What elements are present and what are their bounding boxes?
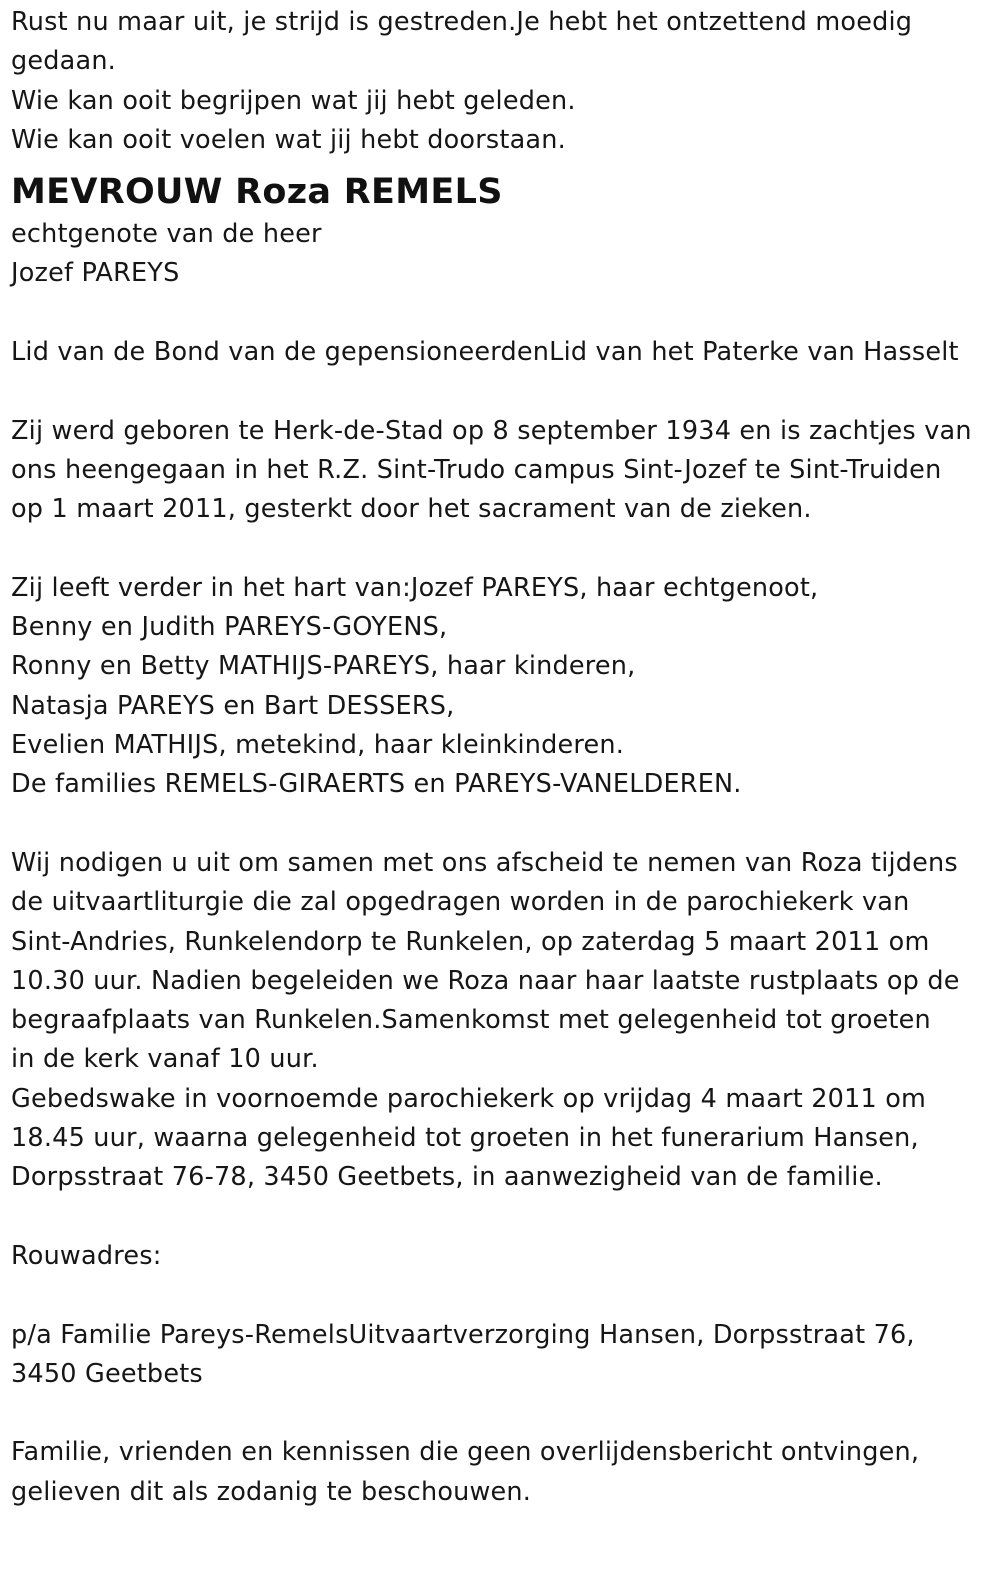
spacer bbox=[11, 372, 991, 411]
survivors-block bbox=[11, 569, 991, 805]
invitation-line: Gebedswake in voornoemde parochiekerk op vrijdag 4 maart 2011 om bbox=[11, 1083, 927, 1114]
spacer bbox=[11, 1198, 991, 1237]
birth-death-block bbox=[11, 412, 991, 530]
spacer bbox=[11, 1394, 991, 1433]
spacer bbox=[11, 1276, 991, 1315]
invitation-line: Wij nodigen u uit om samen met ons afscheid te nemen van Roza tijdens bbox=[11, 847, 958, 878]
invitation-line: begraafplaats van Runkelen.Samenkomst met gelegenheid tot groeten bbox=[11, 1005, 931, 1036]
address-block bbox=[11, 1316, 991, 1395]
survivor-line: Evelien MATHIJS, metekind, haar kleinkinderen. bbox=[11, 730, 625, 761]
invitation-line: Dorpsstraat 76-78, 3450 Geetbets, in aanwezigheid van de familie. bbox=[11, 1162, 883, 1193]
spouse-block bbox=[11, 215, 991, 294]
invitation-line: in de kerk vanaf 10 uur. bbox=[11, 1044, 319, 1075]
deceased-name: MEVROUW Roza REMELS bbox=[11, 172, 503, 213]
address-line: 3450 Geetbets bbox=[11, 1358, 203, 1389]
spacer bbox=[11, 294, 991, 333]
verse-block bbox=[11, 3, 991, 160]
verse-line: gedaan. bbox=[11, 46, 116, 77]
membership-line: Lid van de Bond van de gepensioneerdenLid van het Paterke van Hasselt bbox=[11, 337, 959, 368]
spacer bbox=[11, 530, 991, 569]
birth-death-line: op 1 maart 2011, gesterkt door het sacrament van de zieken. bbox=[11, 494, 812, 525]
invitation-line: Sint-Andries, Runkelendorp te Runkelen, op zaterdag 5 maart 2011 om bbox=[11, 926, 930, 957]
invitation-line: 18.45 uur, waarna gelegenheid tot groeten in het funerarium Hansen, bbox=[11, 1123, 919, 1154]
survivor-line: Benny en Judith PAREYS-GOYENS, bbox=[11, 612, 448, 643]
survivor-line: Natasja PAREYS en Bart DESSERS, bbox=[11, 690, 455, 721]
spouse-line: echtgenote van de heer bbox=[11, 219, 322, 250]
closing-line: gelieven dit als zodanig te beschouwen. bbox=[11, 1476, 532, 1507]
spacer bbox=[11, 805, 991, 844]
survivor-line: De families REMELS-GIRAERTS en PAREYS-VANELDEREN. bbox=[11, 769, 742, 800]
closing-line: Familie, vrienden en kennissen die geen overlijdensbericht ontvingen, bbox=[11, 1437, 920, 1468]
spouse-line: Jozef PAREYS bbox=[11, 258, 180, 289]
survivor-line: Zij leeft verder in het hart van:Jozef PAREYS, haar echtgenoot, bbox=[11, 572, 819, 603]
birth-death-line: ons heengegaan in het R.Z. Sint-Trudo campus Sint-Jozef te Sint-Truiden bbox=[11, 454, 942, 485]
closing-block bbox=[11, 1433, 991, 1512]
birth-death-line: Zij werd geboren te Herk-de-Stad op 8 september 1934 en is zachtjes van bbox=[11, 415, 972, 446]
obituary-document bbox=[11, 3, 991, 1512]
invitation-block bbox=[11, 844, 991, 1198]
survivor-line: Ronny en Betty MATHIJS-PAREYS, haar kinderen, bbox=[11, 651, 636, 682]
address-label: Rouwadres: bbox=[11, 1240, 162, 1271]
invitation-line: 10.30 uur. Nadien begeleiden we Roza naar haar laatste rustplaats op de bbox=[11, 965, 960, 996]
verse-line: Rust nu maar uit, je strijd is gestreden.Je hebt het ontzettend moedig bbox=[11, 7, 913, 37]
address-line: p/a Familie Pareys-RemelsUitvaartverzorging Hansen, Dorpsstraat 76, bbox=[11, 1319, 915, 1350]
verse-line: Wie kan ooit begrijpen wat jij hebt geleden. bbox=[11, 85, 576, 116]
verse-line: Wie kan ooit voelen wat jij hebt doorstaan. bbox=[11, 124, 566, 155]
invitation-line: de uitvaartliturgie die zal opgedragen worden in de parochiekerk van bbox=[11, 887, 910, 918]
